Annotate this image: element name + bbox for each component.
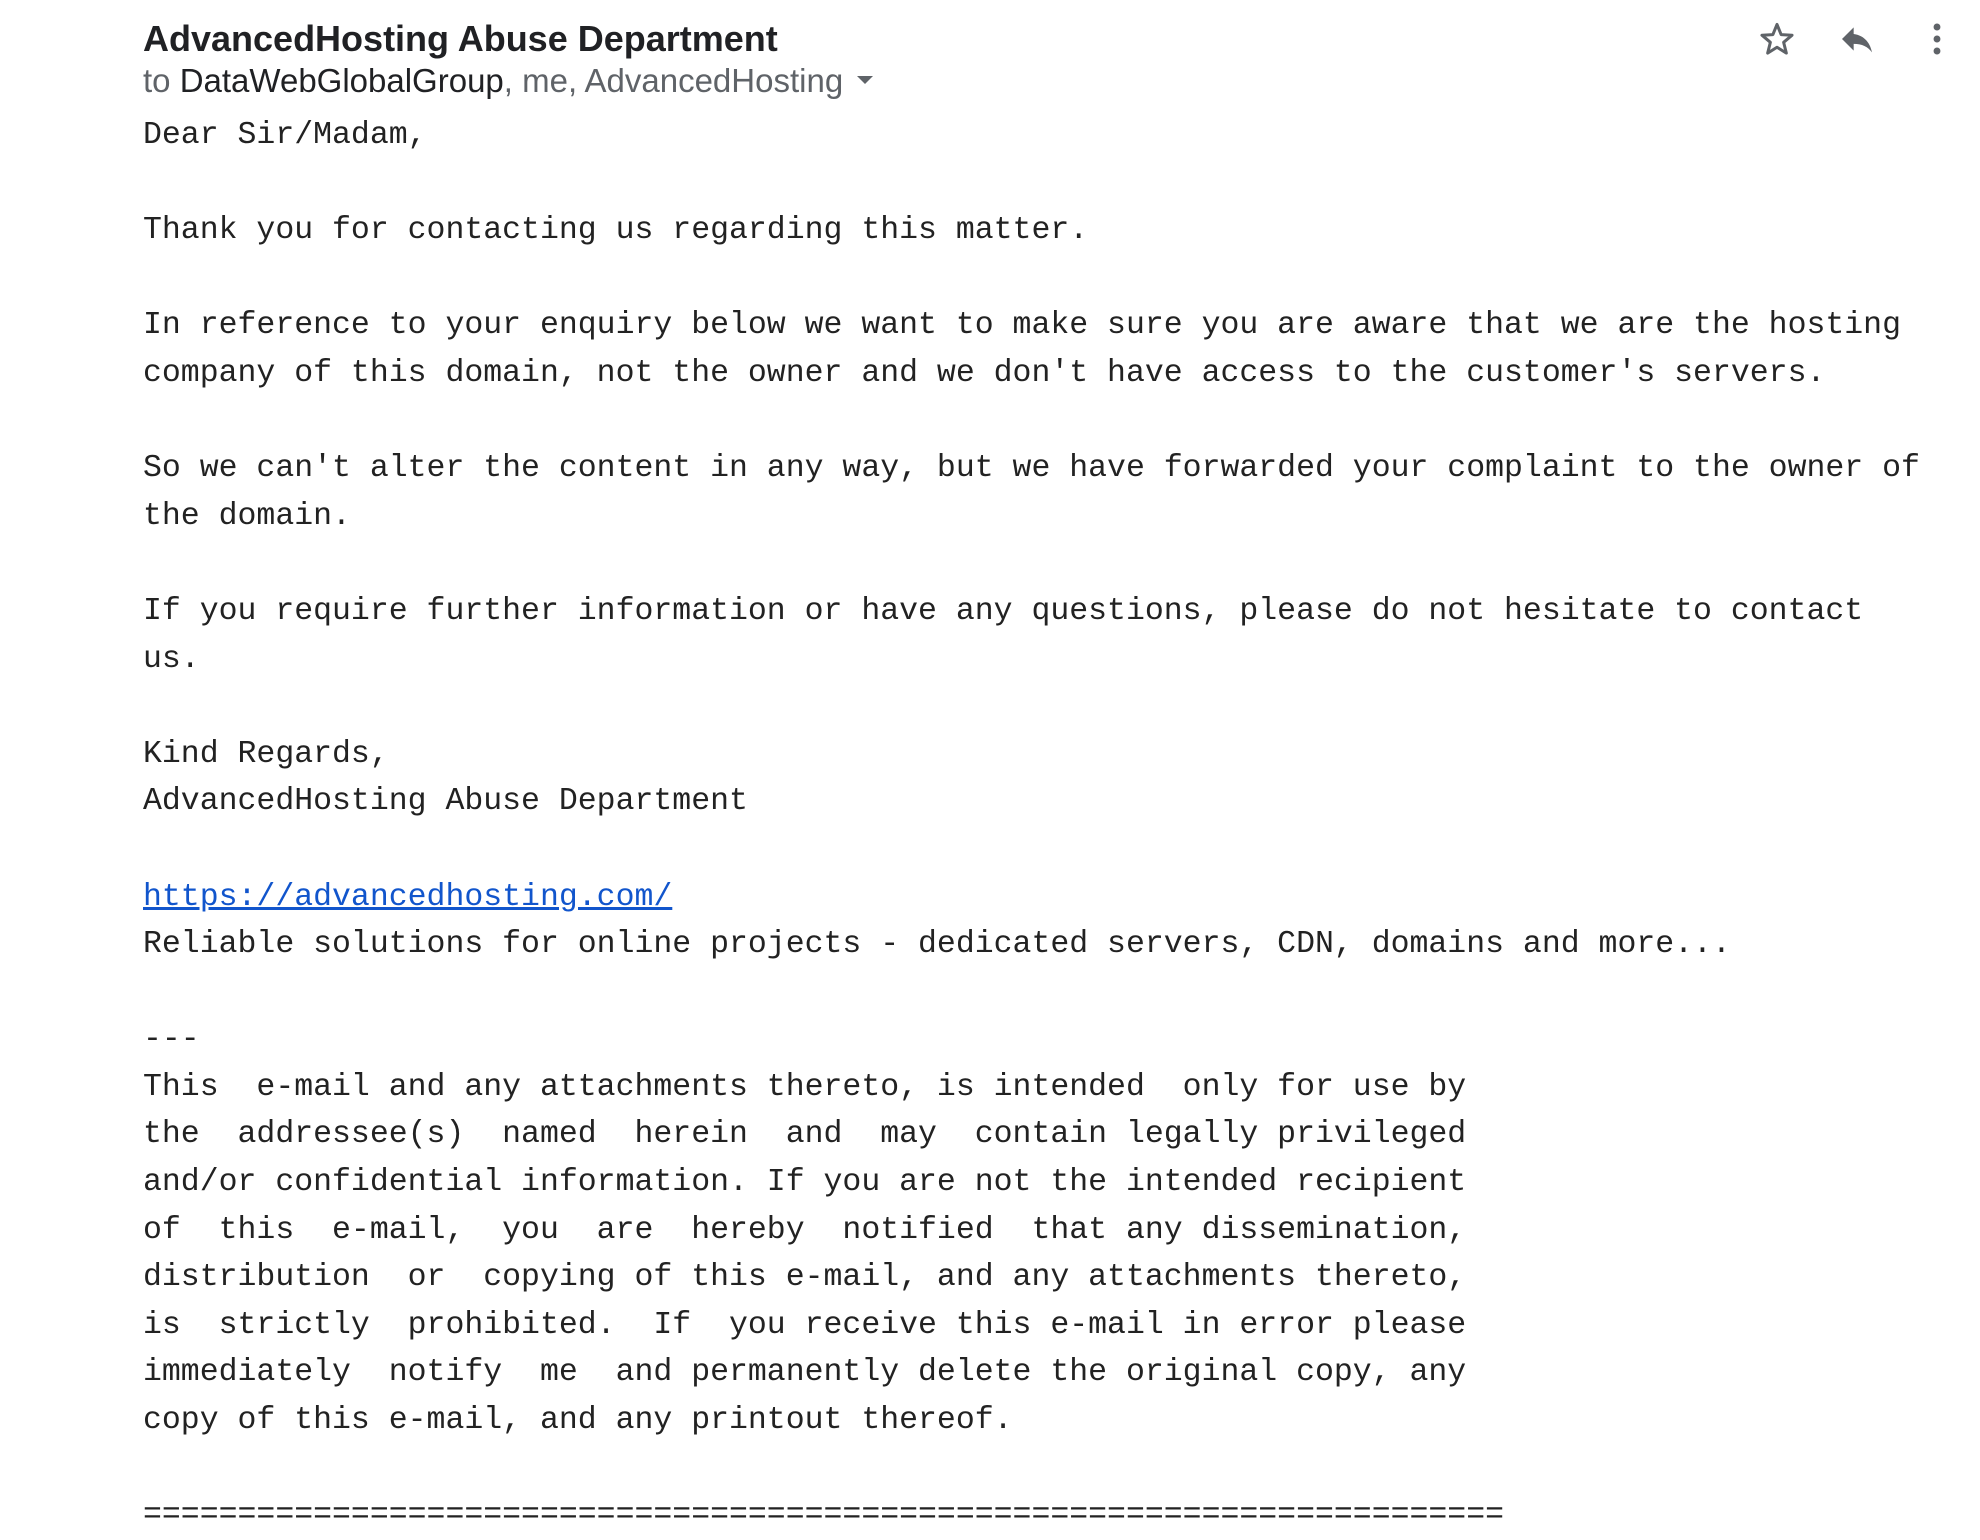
reply-icon[interactable] bbox=[1832, 14, 1882, 64]
rule-line: ======================================================================== bbox=[143, 1498, 1505, 1534]
chevron-down-icon[interactable] bbox=[857, 76, 873, 84]
paragraph-contact: If you require further information or have any questions, please do not hesitate to contact us. bbox=[143, 593, 1864, 677]
recipient-3: AdvancedHosting bbox=[584, 62, 844, 99]
paragraph-forwarded: So we can't alter the content in any way, but we have forwarded your complaint to the owner of the domain. bbox=[143, 451, 1920, 534]
recipients-line[interactable] bbox=[143, 56, 873, 106]
recipient-2: me bbox=[522, 62, 568, 99]
signature-closing: Kind Regards, AdvancedHosting Abuse Department bbox=[143, 736, 748, 820]
recipient-1: DataWebGlobalGroup bbox=[179, 62, 504, 99]
website-link[interactable]: https://advancedhosting.com/ bbox=[143, 879, 673, 915]
message-actions bbox=[1752, 14, 1952, 64]
sender-name[interactable]: AdvancedHosting Abuse Department bbox=[143, 18, 778, 59]
paragraph-thanks: Thank you for contacting us regarding this matter. bbox=[143, 213, 1089, 249]
paragraph-reference: In reference to your enquiry below we want to make sure you are aware that we are the hosting company of this domain, not the owner and we don't have access to the customer's servers. bbox=[143, 308, 1901, 391]
separator-line: --- bbox=[143, 1022, 200, 1058]
to-label: to bbox=[143, 62, 171, 99]
more-options-icon[interactable] bbox=[1912, 14, 1962, 64]
disclaimer-text: This e-mail and any attachments thereto, is intended only for use by the addressee(s) named herein and may contain legally privileged and/or confidential information. If you are not the intended recipient of this e-mail, you are hereby notified that any dissemination, distribution or copying of this e-mail, and any attachments thereto, is strictly prohibited. If you receive this e-mail in error please immediately notify me and permanently delete the original copy, any copy of this e-mail, and any printout thereof. bbox=[143, 1069, 1467, 1439]
greeting-text: Dear Sir/Madam, bbox=[143, 118, 427, 153]
recipient-separator: , bbox=[503, 62, 523, 99]
tagline-text: Reliable solutions for online projects - dedicated servers, CDN, domains and more... bbox=[143, 927, 1731, 963]
recipient-separator: , bbox=[567, 62, 585, 99]
email-body bbox=[143, 112, 1943, 1540]
star-icon[interactable] bbox=[1752, 14, 1802, 64]
email-header bbox=[143, 14, 1943, 102]
